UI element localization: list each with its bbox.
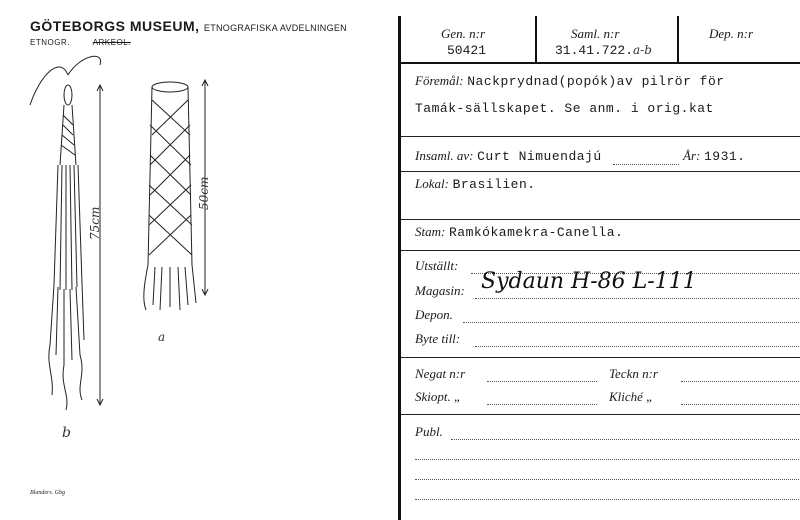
- museum-header: [30, 18, 347, 34]
- foremal-row-2: [415, 100, 714, 116]
- foremal-value-line2: Tamák-sällskapet. Se anm. i orig.kat: [415, 101, 714, 116]
- gen-value: 50421: [447, 43, 487, 58]
- publ-label: Publ.: [415, 424, 443, 439]
- magasin-value: Sydaun H-86 L-111: [481, 269, 697, 294]
- teckn-dots: [681, 381, 799, 382]
- museum-name: GÖTEBORGS MUSEUM,: [30, 18, 200, 34]
- negat-dots: [487, 381, 597, 382]
- card-number-row: [401, 16, 800, 62]
- department-name: ETNOGRAFISKA AVDELNINGEN: [203, 23, 347, 33]
- lokal-label: Lokal:: [415, 176, 449, 191]
- foremal-value: Nackprydnad(popók)av pilrör för: [467, 74, 725, 89]
- divider: [401, 414, 800, 415]
- saml-label: Saml. n:r: [571, 26, 620, 41]
- insaml-value: Curt Nimuendajú: [477, 149, 602, 164]
- insaml-label: Insaml. av:: [415, 148, 474, 163]
- stam-value: Ramkókamekra-Canella.: [448, 225, 624, 240]
- byte-label: Byte till:: [415, 331, 461, 346]
- depon-dots: [463, 322, 799, 323]
- measurement-a: 50cm: [197, 176, 211, 210]
- divider: [401, 171, 800, 172]
- skiopt-label: Skiopt. „: [415, 389, 462, 404]
- label-a: a: [158, 330, 166, 344]
- gen-label: Gen. n:r: [441, 26, 486, 41]
- depon-row: [415, 307, 453, 323]
- arkeol-label: ARKEOL.: [92, 38, 131, 47]
- drawing-panel: [0, 0, 398, 520]
- publ-dots-2: [415, 459, 799, 460]
- skiopt-dots: [487, 404, 597, 405]
- divider: [401, 357, 800, 358]
- teckn-label: Teckn n:r: [609, 366, 658, 381]
- saml-value: [555, 43, 652, 58]
- depon-label: Depon.: [415, 307, 453, 322]
- ar-row: [683, 148, 745, 164]
- insaml-dots: [613, 164, 679, 165]
- foremal-row: [415, 73, 725, 89]
- utstallt-label: Utställt:: [415, 258, 459, 273]
- byte-row: [415, 331, 460, 347]
- kliche-dots: [681, 404, 799, 405]
- stam-label: Stam:: [415, 224, 446, 239]
- teckn-row: [609, 366, 658, 382]
- foremal-label: Föremål:: [415, 73, 464, 88]
- lokal-row: [415, 176, 536, 192]
- lokal-value: Brasilien.: [452, 177, 536, 192]
- publ-dots-3: [415, 479, 799, 480]
- etnogr-label: ETNOGR.: [30, 38, 70, 47]
- ar-value: 1931.: [703, 149, 746, 164]
- measurement-b: 75cm: [88, 206, 102, 240]
- magasin-label: Magasin:: [415, 283, 465, 298]
- magasin-row: [415, 283, 465, 299]
- insaml-row: [415, 148, 602, 164]
- dep-number-cell: [679, 16, 800, 62]
- label-b: b: [62, 425, 71, 441]
- saml-number-cell: [537, 16, 679, 62]
- divider: [401, 250, 800, 251]
- magasin-dots: [475, 298, 799, 299]
- department-subheader: [30, 38, 131, 47]
- publ-dots-4: [415, 499, 799, 500]
- saml-value-text: 31.41.722.: [555, 43, 634, 58]
- artifact-sketch: [20, 55, 250, 455]
- publ-row: [415, 424, 443, 440]
- kliche-label: Kliché „: [609, 389, 654, 404]
- saml-suffix: a-b: [633, 43, 652, 57]
- kliche-row: [609, 389, 653, 405]
- dep-label: Dep. n:r: [709, 26, 754, 41]
- ar-label: År:: [683, 148, 701, 163]
- gen-number-cell: [401, 16, 536, 62]
- divider: [401, 219, 800, 220]
- divider: [401, 62, 800, 64]
- byte-dots: [475, 346, 799, 347]
- negat-row: [415, 366, 465, 382]
- publ-dots: [451, 439, 799, 440]
- printer-note: Blanders. Gbg: [30, 490, 65, 496]
- utstallt-row: [415, 258, 458, 274]
- skiopt-row: [415, 389, 461, 405]
- divider: [401, 136, 800, 137]
- stam-row: [415, 224, 623, 240]
- negat-label: Negat n:r: [415, 366, 466, 381]
- catalog-card: [398, 16, 800, 520]
